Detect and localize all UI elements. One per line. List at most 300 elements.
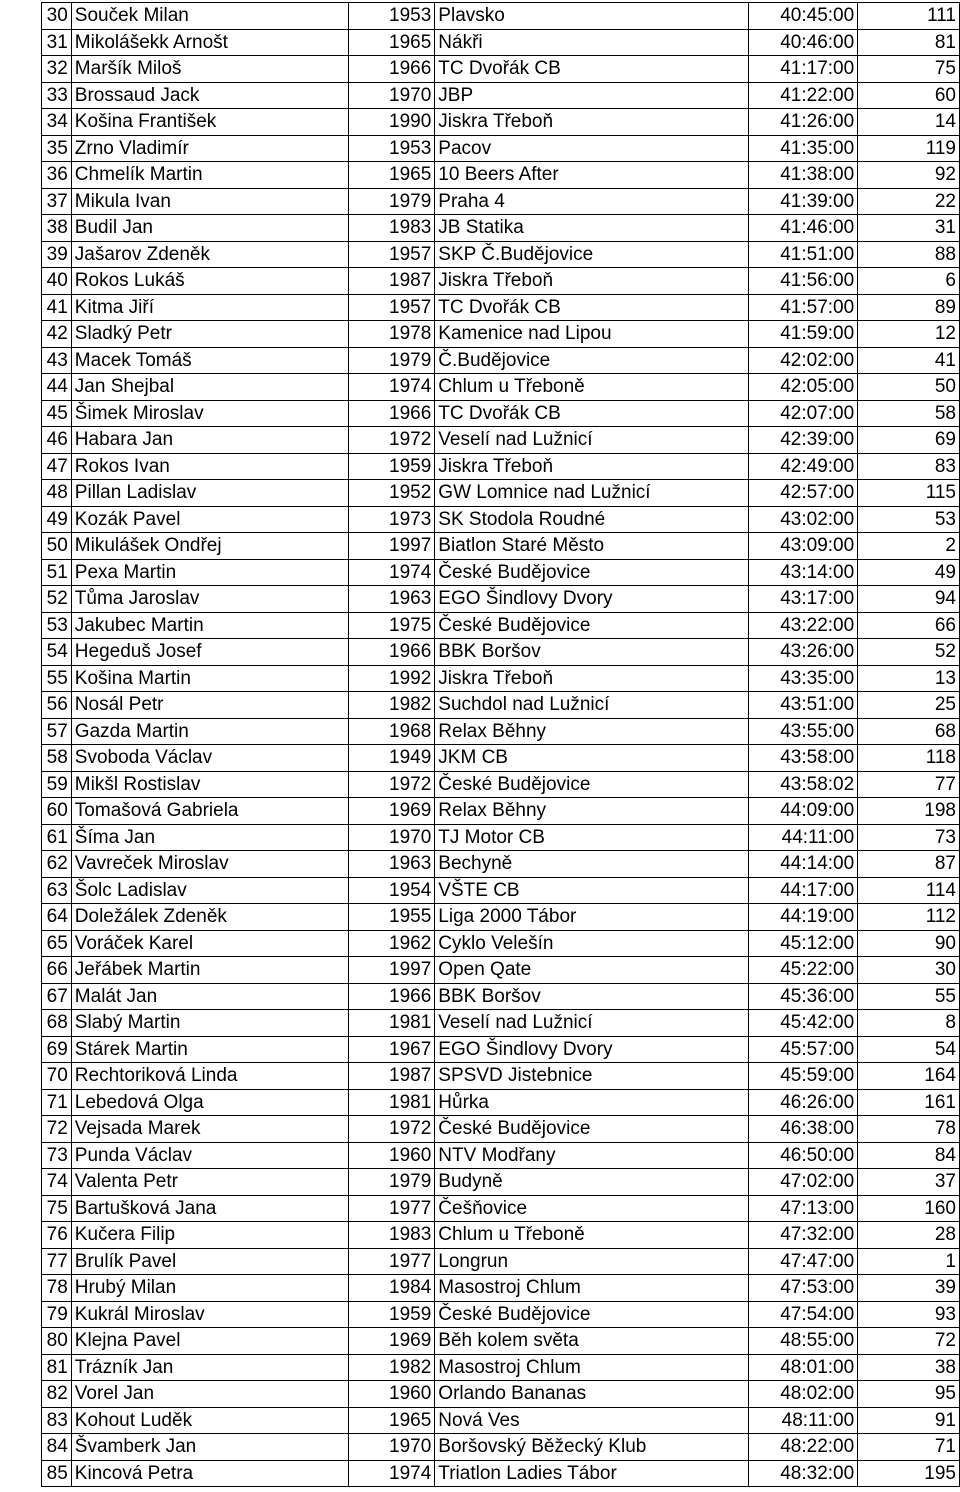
- bib-number-cell: 95: [858, 1381, 960, 1408]
- rank-cell: 83: [42, 1407, 72, 1434]
- table-row: [42, 347, 960, 374]
- finish-time-cell: 45:42:00: [749, 1010, 858, 1037]
- table-row: [42, 559, 960, 586]
- birth-year-cell: 1987: [348, 268, 435, 295]
- birth-year-cell: 1966: [348, 56, 435, 83]
- rank-cell: 76: [42, 1222, 72, 1249]
- runner-name-cell: Rechtoriková Linda: [71, 1063, 348, 1090]
- finish-time-cell: 40:45:00: [749, 3, 858, 30]
- club-cell: Jiskra Třeboň: [435, 268, 749, 295]
- runner-name-cell: Rokos Ivan: [71, 453, 348, 480]
- table-row: [42, 612, 960, 639]
- table-row: [42, 480, 960, 507]
- rank-cell: 51: [42, 559, 72, 586]
- finish-time-cell: 45:22:00: [749, 957, 858, 984]
- runner-name-cell: Nosál Petr: [71, 692, 348, 719]
- bib-number-cell: 22: [858, 188, 960, 215]
- finish-time-cell: 43:58:00: [749, 745, 858, 772]
- club-cell: Češňovice: [435, 1195, 749, 1222]
- table-row: [42, 533, 960, 560]
- club-cell: Relax Běhny: [435, 798, 749, 825]
- rank-cell: 37: [42, 188, 72, 215]
- rank-cell: 57: [42, 718, 72, 745]
- rank-cell: 85: [42, 1460, 72, 1487]
- rank-cell: 63: [42, 877, 72, 904]
- birth-year-cell: 1967: [348, 1036, 435, 1063]
- club-cell: Nákři: [435, 29, 749, 56]
- table-row: [42, 771, 960, 798]
- club-cell: EGO Šindlovy Dvory: [435, 1036, 749, 1063]
- table-row: [42, 162, 960, 189]
- table-row: [42, 1434, 960, 1461]
- runner-name-cell: Jan Shejbal: [71, 374, 348, 401]
- bib-number-cell: 37: [858, 1169, 960, 1196]
- birth-year-cell: 1979: [348, 1169, 435, 1196]
- runner-name-cell: Kozák Pavel: [71, 506, 348, 533]
- bib-number-cell: 41: [858, 347, 960, 374]
- runner-name-cell: Hegeduš Josef: [71, 639, 348, 666]
- birth-year-cell: 1977: [348, 1248, 435, 1275]
- club-cell: České Budějovice: [435, 771, 749, 798]
- bib-number-cell: 73: [858, 824, 960, 851]
- runner-name-cell: Brulík Pavel: [71, 1248, 348, 1275]
- rank-cell: 58: [42, 745, 72, 772]
- runner-name-cell: Pillan Ladislav: [71, 480, 348, 507]
- bib-number-cell: 60: [858, 82, 960, 109]
- club-cell: Chlum u Třeboně: [435, 1222, 749, 1249]
- runner-name-cell: Gazda Martin: [71, 718, 348, 745]
- club-cell: Budyně: [435, 1169, 749, 1196]
- runner-name-cell: Voráček Karel: [71, 930, 348, 957]
- bib-number-cell: 75: [858, 56, 960, 83]
- rank-cell: 73: [42, 1142, 72, 1169]
- club-cell: Triatlon Ladies Tábor: [435, 1460, 749, 1487]
- table-row: [42, 1116, 960, 1143]
- birth-year-cell: 1982: [348, 1354, 435, 1381]
- birth-year-cell: 1959: [348, 1301, 435, 1328]
- club-cell: Orlando Bananas: [435, 1381, 749, 1408]
- birth-year-cell: 1965: [348, 1407, 435, 1434]
- runner-name-cell: Košina František: [71, 109, 348, 136]
- bib-number-cell: 111: [858, 3, 960, 30]
- runner-name-cell: Vavreček Miroslav: [71, 851, 348, 878]
- club-cell: Praha 4: [435, 188, 749, 215]
- club-cell: Jiskra Třeboň: [435, 453, 749, 480]
- rank-cell: 44: [42, 374, 72, 401]
- table-row: [42, 1142, 960, 1169]
- bib-number-cell: 13: [858, 665, 960, 692]
- table-row: [42, 1063, 960, 1090]
- table-row: [42, 29, 960, 56]
- runner-name-cell: Jeřábek Martin: [71, 957, 348, 984]
- bib-number-cell: 78: [858, 1116, 960, 1143]
- rank-cell: 36: [42, 162, 72, 189]
- birth-year-cell: 1966: [348, 983, 435, 1010]
- bib-number-cell: 28: [858, 1222, 960, 1249]
- bib-number-cell: 161: [858, 1089, 960, 1116]
- table-row: [42, 241, 960, 268]
- finish-time-cell: 43:02:00: [749, 506, 858, 533]
- runner-name-cell: Zrno Vladimír: [71, 135, 348, 162]
- birth-year-cell: 1960: [348, 1142, 435, 1169]
- birth-year-cell: 1975: [348, 612, 435, 639]
- birth-year-cell: 1957: [348, 294, 435, 321]
- bib-number-cell: 94: [858, 586, 960, 613]
- club-cell: Open Qate: [435, 957, 749, 984]
- finish-time-cell: 42:49:00: [749, 453, 858, 480]
- birth-year-cell: 1970: [348, 82, 435, 109]
- bib-number-cell: 8: [858, 1010, 960, 1037]
- bib-number-cell: 72: [858, 1328, 960, 1355]
- runner-name-cell: Stárek Martin: [71, 1036, 348, 1063]
- finish-time-cell: 40:46:00: [749, 29, 858, 56]
- finish-time-cell: 47:32:00: [749, 1222, 858, 1249]
- club-cell: Nová Ves: [435, 1407, 749, 1434]
- table-row: [42, 639, 960, 666]
- finish-time-cell: 41:39:00: [749, 188, 858, 215]
- rank-cell: 35: [42, 135, 72, 162]
- birth-year-cell: 1954: [348, 877, 435, 904]
- finish-time-cell: 41:22:00: [749, 82, 858, 109]
- runner-name-cell: Šolc Ladislav: [71, 877, 348, 904]
- finish-time-cell: 43:51:00: [749, 692, 858, 719]
- rank-cell: 66: [42, 957, 72, 984]
- birth-year-cell: 1953: [348, 135, 435, 162]
- birth-year-cell: 1997: [348, 957, 435, 984]
- table-row: [42, 268, 960, 295]
- table-row: [42, 135, 960, 162]
- bib-number-cell: 54: [858, 1036, 960, 1063]
- finish-time-cell: 42:02:00: [749, 347, 858, 374]
- birth-year-cell: 1984: [348, 1275, 435, 1302]
- rank-cell: 77: [42, 1248, 72, 1275]
- rank-cell: 52: [42, 586, 72, 613]
- bib-number-cell: 6: [858, 268, 960, 295]
- runner-name-cell: Švamberk Jan: [71, 1434, 348, 1461]
- club-cell: TC Dvořák CB: [435, 294, 749, 321]
- table-row: [42, 1089, 960, 1116]
- runner-name-cell: Kukrál Miroslav: [71, 1301, 348, 1328]
- table-row: [42, 82, 960, 109]
- rank-cell: 67: [42, 983, 72, 1010]
- birth-year-cell: 1970: [348, 824, 435, 851]
- finish-time-cell: 43:35:00: [749, 665, 858, 692]
- club-cell: Kamenice nad Lipou: [435, 321, 749, 348]
- club-cell: Liga 2000 Tábor: [435, 904, 749, 931]
- bib-number-cell: 39: [858, 1275, 960, 1302]
- birth-year-cell: 1969: [348, 1328, 435, 1355]
- rank-cell: 34: [42, 109, 72, 136]
- club-cell: SK Stodola Roudné: [435, 506, 749, 533]
- birth-year-cell: 1974: [348, 559, 435, 586]
- birth-year-cell: 1982: [348, 692, 435, 719]
- runner-name-cell: Lebedová Olga: [71, 1089, 348, 1116]
- table-row: [42, 321, 960, 348]
- table-row: [42, 56, 960, 83]
- finish-time-cell: 44:17:00: [749, 877, 858, 904]
- runner-name-cell: Vejsada Marek: [71, 1116, 348, 1143]
- bib-number-cell: 69: [858, 427, 960, 454]
- club-cell: JBP: [435, 82, 749, 109]
- runner-name-cell: Mikula Ivan: [71, 188, 348, 215]
- table-row: [42, 1169, 960, 1196]
- table-row: [42, 824, 960, 851]
- rank-cell: 72: [42, 1116, 72, 1143]
- bib-number-cell: 14: [858, 109, 960, 136]
- rank-cell: 30: [42, 3, 72, 30]
- rank-cell: 43: [42, 347, 72, 374]
- bib-number-cell: 114: [858, 877, 960, 904]
- rank-cell: 40: [42, 268, 72, 295]
- finish-time-cell: 47:53:00: [749, 1275, 858, 1302]
- birth-year-cell: 1974: [348, 374, 435, 401]
- birth-year-cell: 1981: [348, 1089, 435, 1116]
- results-table-body: [42, 3, 960, 1487]
- bib-number-cell: 115: [858, 480, 960, 507]
- finish-time-cell: 43:58:02: [749, 771, 858, 798]
- finish-time-cell: 44:09:00: [749, 798, 858, 825]
- birth-year-cell: 1955: [348, 904, 435, 931]
- club-cell: Hůrka: [435, 1089, 749, 1116]
- table-row: [42, 427, 960, 454]
- club-cell: Boršovský Běžecký Klub: [435, 1434, 749, 1461]
- rank-cell: 33: [42, 82, 72, 109]
- birth-year-cell: 1978: [348, 321, 435, 348]
- runner-name-cell: Doležálek Zdeněk: [71, 904, 348, 931]
- finish-time-cell: 48:01:00: [749, 1354, 858, 1381]
- club-cell: GW Lomnice nad Lužnicí: [435, 480, 749, 507]
- birth-year-cell: 1968: [348, 718, 435, 745]
- table-row: [42, 877, 960, 904]
- runner-name-cell: Kitma Jiří: [71, 294, 348, 321]
- table-row: [42, 294, 960, 321]
- rank-cell: 46: [42, 427, 72, 454]
- club-cell: NTV Modřany: [435, 1142, 749, 1169]
- birth-year-cell: 1952: [348, 480, 435, 507]
- rank-cell: 49: [42, 506, 72, 533]
- club-cell: Plavsko: [435, 3, 749, 30]
- runner-name-cell: Mikšl Rostislav: [71, 771, 348, 798]
- rank-cell: 78: [42, 1275, 72, 1302]
- birth-year-cell: 1972: [348, 427, 435, 454]
- finish-time-cell: 46:50:00: [749, 1142, 858, 1169]
- runner-name-cell: Hrubý Milan: [71, 1275, 348, 1302]
- runner-name-cell: Pexa Martin: [71, 559, 348, 586]
- finish-time-cell: 42:05:00: [749, 374, 858, 401]
- club-cell: Masostroj Chlum: [435, 1275, 749, 1302]
- table-row: [42, 718, 960, 745]
- bib-number-cell: 55: [858, 983, 960, 1010]
- birth-year-cell: 1966: [348, 639, 435, 666]
- bib-number-cell: 1: [858, 1248, 960, 1275]
- club-cell: EGO Šindlovy Dvory: [435, 586, 749, 613]
- club-cell: Cyklo Velešín: [435, 930, 749, 957]
- rank-cell: 79: [42, 1301, 72, 1328]
- table-row: [42, 506, 960, 533]
- rank-cell: 65: [42, 930, 72, 957]
- bib-number-cell: 119: [858, 135, 960, 162]
- runner-name-cell: Svoboda Václav: [71, 745, 348, 772]
- rank-cell: 69: [42, 1036, 72, 1063]
- finish-time-cell: 41:46:00: [749, 215, 858, 242]
- bib-number-cell: 92: [858, 162, 960, 189]
- birth-year-cell: 1953: [348, 3, 435, 30]
- birth-year-cell: 1970: [348, 1434, 435, 1461]
- finish-time-cell: 46:26:00: [749, 1089, 858, 1116]
- birth-year-cell: 1957: [348, 241, 435, 268]
- bib-number-cell: 81: [858, 29, 960, 56]
- birth-year-cell: 1963: [348, 851, 435, 878]
- finish-time-cell: 47:54:00: [749, 1301, 858, 1328]
- finish-time-cell: 41:35:00: [749, 135, 858, 162]
- rank-cell: 75: [42, 1195, 72, 1222]
- bib-number-cell: 68: [858, 718, 960, 745]
- club-cell: SKP Č.Budějovice: [435, 241, 749, 268]
- runner-name-cell: Macek Tomáš: [71, 347, 348, 374]
- club-cell: Veselí nad Lužnicí: [435, 1010, 749, 1037]
- results-table: [41, 2, 960, 1487]
- bib-number-cell: 84: [858, 1142, 960, 1169]
- birth-year-cell: 1959: [348, 453, 435, 480]
- runner-name-cell: Vorel Jan: [71, 1381, 348, 1408]
- table-row: [42, 374, 960, 401]
- rank-cell: 56: [42, 692, 72, 719]
- birth-year-cell: 1997: [348, 533, 435, 560]
- runner-name-cell: Kučera Filip: [71, 1222, 348, 1249]
- birth-year-cell: 1966: [348, 400, 435, 427]
- runner-name-cell: Maršík Miloš: [71, 56, 348, 83]
- birth-year-cell: 1983: [348, 215, 435, 242]
- table-row: [42, 745, 960, 772]
- club-cell: Jiskra Třeboň: [435, 109, 749, 136]
- rank-cell: 71: [42, 1089, 72, 1116]
- club-cell: 10 Beers After: [435, 162, 749, 189]
- bib-number-cell: 31: [858, 215, 960, 242]
- club-cell: České Budějovice: [435, 1116, 749, 1143]
- club-cell: Běh kolem světa: [435, 1328, 749, 1355]
- runner-name-cell: Bartušková Jana: [71, 1195, 348, 1222]
- runner-name-cell: Punda Václav: [71, 1142, 348, 1169]
- club-cell: České Budějovice: [435, 559, 749, 586]
- birth-year-cell: 1969: [348, 798, 435, 825]
- runner-name-cell: Mikulášek Ondřej: [71, 533, 348, 560]
- finish-time-cell: 41:57:00: [749, 294, 858, 321]
- rank-cell: 70: [42, 1063, 72, 1090]
- bib-number-cell: 93: [858, 1301, 960, 1328]
- rank-cell: 48: [42, 480, 72, 507]
- table-row: [42, 1328, 960, 1355]
- table-row: [42, 692, 960, 719]
- rank-cell: 59: [42, 771, 72, 798]
- finish-time-cell: 43:26:00: [749, 639, 858, 666]
- runner-name-cell: Kohout Luděk: [71, 1407, 348, 1434]
- runner-name-cell: Jašarov Zdeněk: [71, 241, 348, 268]
- table-row: [42, 957, 960, 984]
- club-cell: BBK Boršov: [435, 983, 749, 1010]
- finish-time-cell: 41:17:00: [749, 56, 858, 83]
- table-row: [42, 798, 960, 825]
- finish-time-cell: 41:51:00: [749, 241, 858, 268]
- birth-year-cell: 1949: [348, 745, 435, 772]
- table-row: [42, 3, 960, 30]
- bib-number-cell: 49: [858, 559, 960, 586]
- club-cell: JB Statika: [435, 215, 749, 242]
- finish-time-cell: 44:11:00: [749, 824, 858, 851]
- rank-cell: 55: [42, 665, 72, 692]
- finish-time-cell: 48:55:00: [749, 1328, 858, 1355]
- bib-number-cell: 164: [858, 1063, 960, 1090]
- finish-time-cell: 48:02:00: [749, 1381, 858, 1408]
- runner-name-cell: Rokos Lukáš: [71, 268, 348, 295]
- runner-name-cell: Tůma Jaroslav: [71, 586, 348, 613]
- runner-name-cell: Malát Jan: [71, 983, 348, 1010]
- runner-name-cell: Sladký Petr: [71, 321, 348, 348]
- rank-cell: 53: [42, 612, 72, 639]
- club-cell: VŠTE CB: [435, 877, 749, 904]
- birth-year-cell: 1974: [348, 1460, 435, 1487]
- table-row: [42, 1248, 960, 1275]
- birth-year-cell: 1973: [348, 506, 435, 533]
- birth-year-cell: 1979: [348, 188, 435, 215]
- bib-number-cell: 91: [858, 1407, 960, 1434]
- bib-number-cell: 198: [858, 798, 960, 825]
- club-cell: Veselí nad Lužnicí: [435, 427, 749, 454]
- finish-time-cell: 48:22:00: [749, 1434, 858, 1461]
- rank-cell: 62: [42, 851, 72, 878]
- club-cell: Jiskra Třeboň: [435, 665, 749, 692]
- birth-year-cell: 1962: [348, 930, 435, 957]
- runner-name-cell: Trázník Jan: [71, 1354, 348, 1381]
- birth-year-cell: 1977: [348, 1195, 435, 1222]
- rank-cell: 47: [42, 453, 72, 480]
- finish-time-cell: 44:19:00: [749, 904, 858, 931]
- runner-name-cell: Šimek Miroslav: [71, 400, 348, 427]
- runner-name-cell: Brossaud Jack: [71, 82, 348, 109]
- finish-time-cell: 42:07:00: [749, 400, 858, 427]
- runner-name-cell: Valenta Petr: [71, 1169, 348, 1196]
- club-cell: SPSVD Jistebnice: [435, 1063, 749, 1090]
- birth-year-cell: 1972: [348, 771, 435, 798]
- birth-year-cell: 1983: [348, 1222, 435, 1249]
- bib-number-cell: 66: [858, 612, 960, 639]
- finish-time-cell: 44:14:00: [749, 851, 858, 878]
- bib-number-cell: 89: [858, 294, 960, 321]
- rank-cell: 64: [42, 904, 72, 931]
- club-cell: TC Dvořák CB: [435, 400, 749, 427]
- club-cell: Suchdol nad Lužnicí: [435, 692, 749, 719]
- rank-cell: 50: [42, 533, 72, 560]
- bib-number-cell: 77: [858, 771, 960, 798]
- bib-number-cell: 195: [858, 1460, 960, 1487]
- rank-cell: 81: [42, 1354, 72, 1381]
- bib-number-cell: 160: [858, 1195, 960, 1222]
- finish-time-cell: 47:47:00: [749, 1248, 858, 1275]
- table-row: [42, 1222, 960, 1249]
- rank-cell: 39: [42, 241, 72, 268]
- club-cell: Biatlon Staré Město: [435, 533, 749, 560]
- runner-name-cell: Habara Jan: [71, 427, 348, 454]
- table-row: [42, 904, 960, 931]
- birth-year-cell: 1963: [348, 586, 435, 613]
- rank-cell: 82: [42, 1381, 72, 1408]
- finish-time-cell: 42:57:00: [749, 480, 858, 507]
- club-cell: BBK Boršov: [435, 639, 749, 666]
- finish-time-cell: 45:36:00: [749, 983, 858, 1010]
- finish-time-cell: 41:26:00: [749, 109, 858, 136]
- rank-cell: 54: [42, 639, 72, 666]
- finish-time-cell: 43:17:00: [749, 586, 858, 613]
- bib-number-cell: 12: [858, 321, 960, 348]
